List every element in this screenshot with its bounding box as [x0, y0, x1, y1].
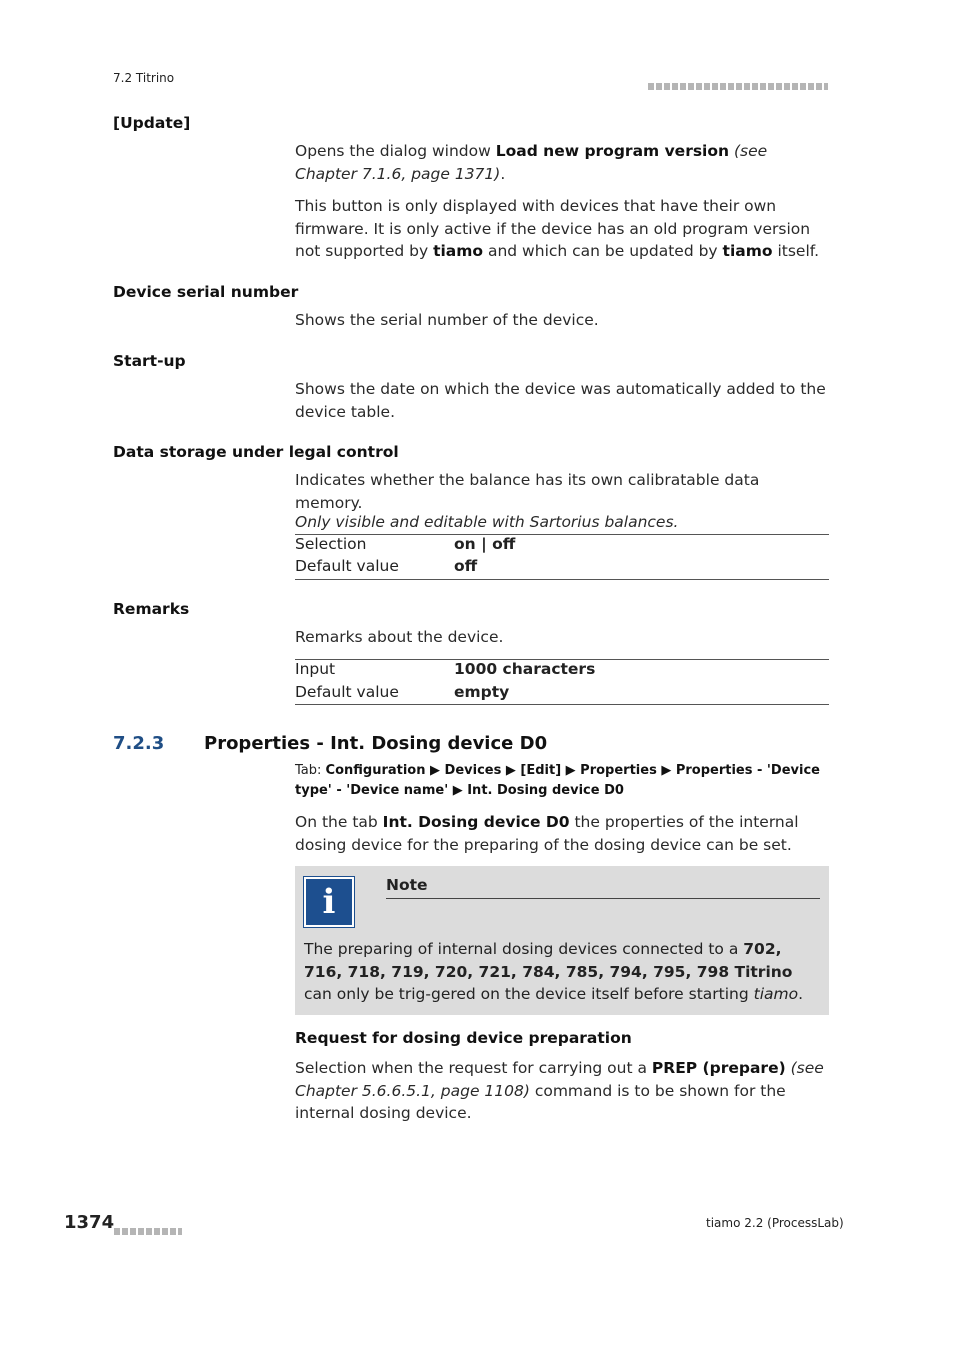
property-row-input	[295, 660, 829, 682]
page-number: 1374	[64, 1212, 115, 1233]
legal-description: Indicates whether the balance has its own calibratable data memory.	[295, 471, 760, 512]
note-text: The preparing of internal dosing devices connected to a 702, 716, 718, 719, 720, 721, 784, 785, 794, 795, 798 Titrino can only be trig-gered on the device itself before starting tiamo.	[304, 940, 804, 1003]
term-remarks: Remarks	[113, 600, 190, 618]
property-row-selection	[295, 535, 829, 557]
section-title: Properties - Int. Dosing device D0	[204, 733, 548, 754]
note-divider	[386, 898, 820, 899]
running-header-section: 7.2 Titrino	[113, 71, 175, 85]
property-key: Default value	[295, 557, 399, 575]
serial-description: Shows the serial number of the device.	[295, 311, 599, 329]
legal-visibility-note: Only visible and editable with Sartorius balances.	[295, 513, 679, 531]
property-key: Input	[295, 660, 336, 678]
property-value: 1000 characters	[454, 660, 596, 678]
term-data-storage: Data storage under legal control	[113, 443, 399, 461]
subsection-heading: Request for dosing device preparation	[295, 1029, 632, 1047]
property-value: on | off	[454, 535, 516, 553]
table-rule-bottom	[295, 704, 829, 705]
property-key: Selection	[295, 535, 367, 553]
property-row-default	[295, 683, 829, 705]
table-rule-bottom	[295, 579, 829, 580]
update-description-1: Opens the dialog window Load new program version (see Chapter 7.1.6, page 1371).	[295, 142, 768, 183]
startup-description: Shows the date on which the device was automatically added to the device table.	[295, 380, 826, 421]
property-key: Default value	[295, 683, 399, 701]
note-title: Note	[386, 876, 428, 894]
property-row-default	[295, 557, 829, 579]
footer-product: tiamo 2.2 (ProcessLab)	[706, 1216, 844, 1230]
section-intro: On the tab Int. Dosing device D0 the properties of the internal dosing device for the preparing of the dosing device can be set.	[295, 813, 799, 854]
info-icon: i	[304, 877, 354, 927]
property-value: off	[454, 557, 478, 575]
footer-dot-bar	[114, 1220, 182, 1239]
section-number: 7.2.3	[113, 733, 165, 754]
update-description-2: This button is only displayed with devices that have their own firmware. It is only active if the device has an old program version not supported by tiamo and which can be updated by tiamo itself.	[295, 197, 820, 260]
header-dot-bar	[648, 75, 828, 94]
tab-navigation-path: Tab: Configuration ▶ Devices ▶ [Edit] ▶ Properties ▶ Properties - 'Device type' - 'Device name' ▶ Int. Dosing device D0	[295, 763, 820, 798]
remarks-description: Remarks about the device.	[295, 628, 504, 646]
property-value: empty	[454, 683, 510, 701]
term-update: [Update]	[113, 114, 191, 132]
request-description: Selection when the request for carrying out a PREP (prepare) (see Chapter 5.6.6.5.1, page 1108) command is to be shown for the internal dosing device.	[295, 1059, 824, 1122]
term-device-serial-number: Device serial number	[113, 283, 299, 301]
term-start-up: Start-up	[113, 352, 186, 370]
